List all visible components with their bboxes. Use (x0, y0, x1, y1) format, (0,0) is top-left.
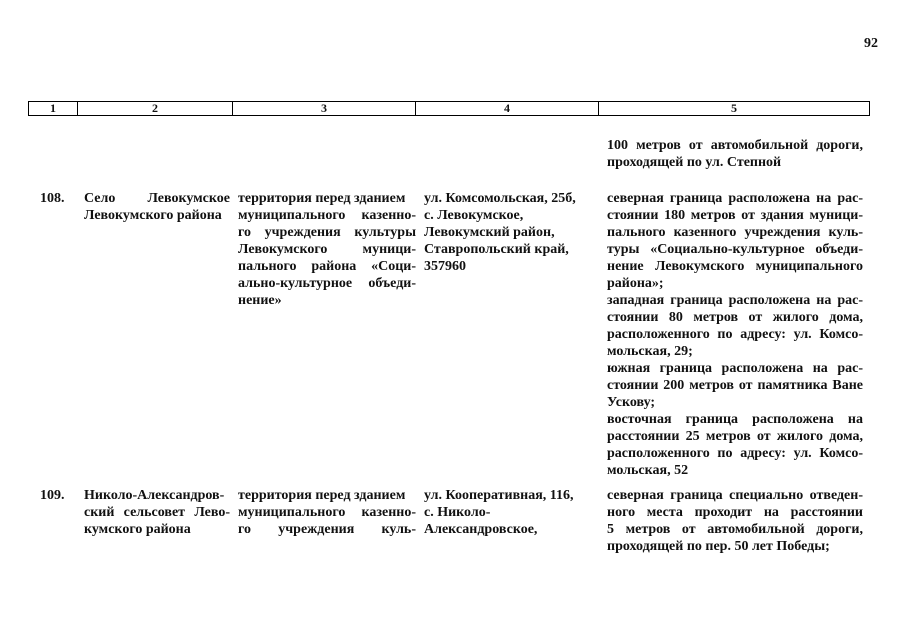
page-number: 92 (864, 36, 878, 51)
text-line: стоянии 80 метров от жилого дома, (607, 310, 863, 325)
text-line: мольская, 52 (607, 463, 689, 478)
text-line: южная граница расположена на рас- (607, 361, 863, 376)
row-108-col2 (84, 190, 230, 224)
text-line: Александровское, (424, 522, 538, 537)
text-line: Ускову; (607, 395, 656, 410)
row-109-col4 (424, 487, 599, 538)
text-line: го учреждения культуры (238, 225, 416, 240)
text-line: северная граница расположена на рас- (607, 191, 863, 206)
text-line: пального района «Соци- (238, 259, 416, 274)
text-line: го учреждения куль- (238, 522, 416, 537)
text-line: с. Левокумское, (424, 208, 524, 223)
text-line: 357960 (424, 259, 466, 274)
text-line: ский сельсовет Лево- (84, 505, 230, 520)
header-col-2: 2 (78, 102, 233, 115)
text-line: кумского района (84, 522, 191, 537)
header-col-1: 1 (29, 102, 78, 115)
row-108-col4 (424, 190, 599, 275)
text-line: стоянии 200 метров от памятника Ване (607, 378, 863, 393)
header-col-4: 4 (416, 102, 599, 115)
continuation-cell (607, 137, 863, 171)
row-109-col5 (607, 487, 863, 555)
text-line: территория перед зданием (238, 488, 406, 503)
text-line: Левокумский район, (424, 225, 555, 240)
text-line: стоянии 180 метров от здания муници- (607, 208, 863, 223)
row-109-number: 109. (40, 488, 65, 503)
text-line: проходящей по пер. 50 лет Победы; (607, 539, 830, 554)
row-108-col3 (238, 190, 416, 309)
row-109-col2 (84, 487, 230, 538)
text-line: восточная граница расположена на (607, 412, 863, 427)
text-line: ул. Кооперативная, 116, (424, 488, 574, 503)
text-line: Левокумского муници- (238, 242, 416, 257)
text-line: района»; (607, 276, 664, 291)
text-line: Левокумского района (84, 208, 222, 223)
text-line: нение Левокумского муниципального (607, 259, 863, 274)
text-line: северная граница специально отведен- (607, 488, 863, 503)
text-line: западная граница расположена на рас- (607, 293, 863, 308)
text-line: мольская, 29; (607, 344, 693, 359)
header-col-3: 3 (233, 102, 416, 115)
text-line: 5 метров от автомобильной дороги, (607, 522, 863, 537)
text-line: расстоянии 25 метров от жилого дома, (607, 429, 863, 444)
text-line: ально-культурное объеди- (238, 276, 416, 291)
text-line: муниципального казенно- (238, 505, 416, 520)
text-line: туры «Социально-культурное объеди- (607, 242, 863, 257)
text-line: территория перед зданием (238, 191, 406, 206)
text-line: расположенного по адресу: ул. Комсо- (607, 446, 863, 461)
text-line: с. Николо- (424, 505, 491, 520)
text-line: муниципального казенно- (238, 208, 416, 223)
text-line: ного места проходит на расстоянии (607, 505, 863, 520)
continuation-line: 100 метров от автомобильной дороги, (607, 138, 863, 153)
text-line: расположенного по адресу: ул. Комсо- (607, 327, 863, 342)
text-line: ул. Комсомольская, 25б, (424, 191, 576, 206)
text-line: Николо-Александров- (84, 488, 225, 503)
continuation-line: проходящей по ул. Степной (607, 155, 782, 170)
text-line: Село Левокумское (84, 191, 230, 206)
table-header-row (28, 101, 870, 116)
header-col-5: 5 (731, 101, 737, 115)
text-line: Ставропольский край, (424, 242, 569, 257)
text-line: нение» (238, 293, 282, 308)
row-109-col3 (238, 487, 416, 538)
text-line: пального казенного учреждения куль- (607, 225, 863, 240)
row-108-col5 (607, 190, 863, 479)
row-108-number: 108. (40, 191, 65, 206)
